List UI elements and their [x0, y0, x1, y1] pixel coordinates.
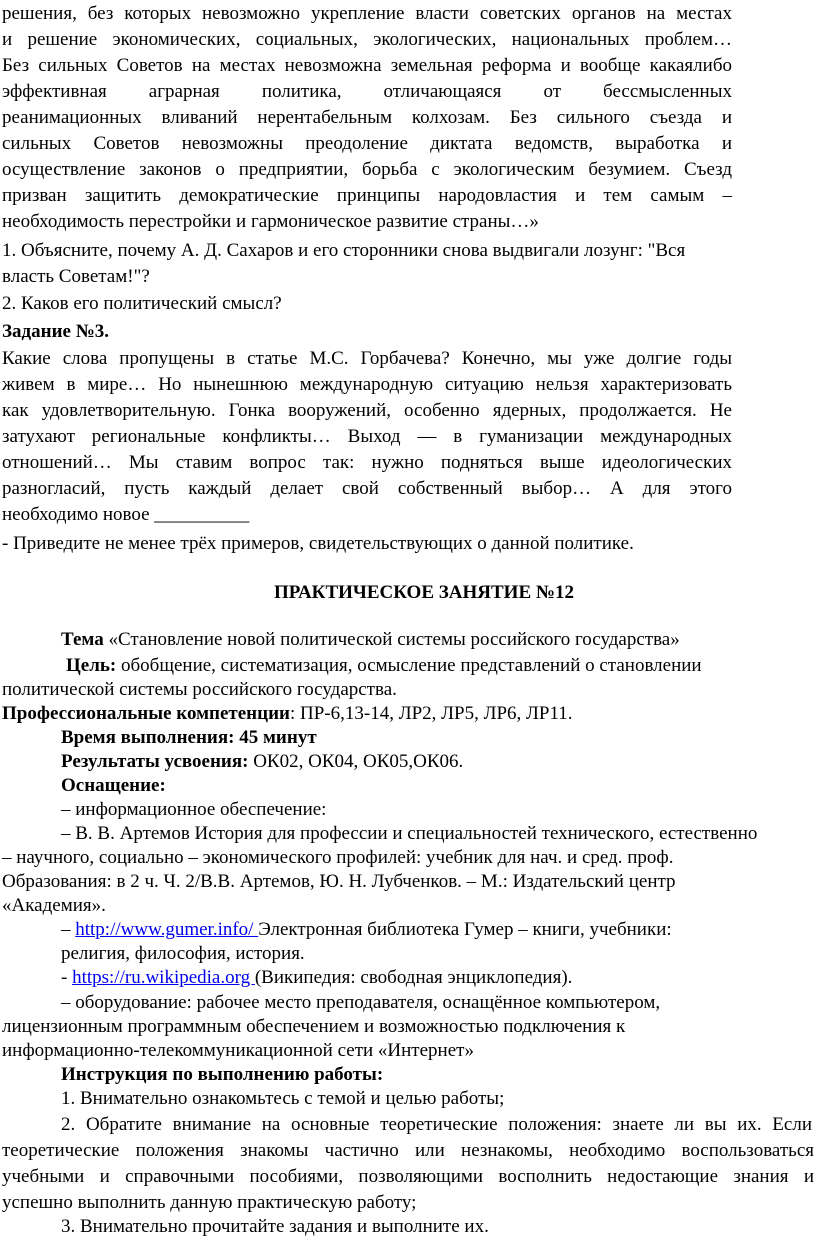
- competencies-text: : ПР-6,13-14, ЛР2, ЛР5, ЛР6, ЛР11.: [289, 703, 573, 724]
- wikipedia-description: (Википедия: свободная энциклопедия).: [254, 967, 573, 988]
- instruction-step-2: 2. Обратите внимание на основные теоретические положения: знаете ли вы их. Если: [61, 1114, 812, 1135]
- gumer-link[interactable]: http://www.gumer.info/: [75, 919, 259, 940]
- book-line: Образования: в 2 ч. Ч. 2/В.В. Артемов, Ю. Н. Лубченков. – М.: Издательский центр: [2, 871, 676, 892]
- practical-title: ПРАКТИЧЕСКОЕ ЗАНЯТИЕ №12: [274, 582, 574, 603]
- task3-instruction: - Приведите не менее трёх примеров, свидетельствующих о данной политике.: [2, 533, 634, 554]
- task3-line: как удовлетворительную. Гонка вооружений, особенно ядерных, продолжается. Не: [2, 400, 732, 421]
- intro-line: и решение экономических, социальных, экологических, национальных проблем…: [2, 29, 732, 50]
- instructions-heading: Инструкция по выполнению работы:: [61, 1064, 384, 1085]
- intro-line: эффективная аграрная политика, отличающаяся от бессмысленных: [2, 81, 732, 102]
- question-1-line: власть Советам!"?: [2, 266, 150, 287]
- task3-line: Какие слова пропущены в статье М.С. Горбачева? Конечно, мы уже долгие годы: [2, 348, 732, 369]
- intro-line: осуществление законов о предприятии, борьба с экологическим безумием. Съезд: [2, 159, 732, 180]
- goal-line-2: политической системы российского государства.: [2, 679, 397, 700]
- instruction-step-1: 1. Внимательно ознакомьтесь с темой и целью работы;: [61, 1088, 505, 1109]
- gumer-link-line: [61, 917, 672, 943]
- time-line: Время выполнения: 45 минут: [61, 727, 317, 748]
- competencies-line: [2, 701, 573, 727]
- wikipedia-link[interactable]: https://ru.wikipedia.org: [72, 967, 255, 988]
- task3-line: затухают региональные конфликты… Выход — в гуманизации международных: [2, 426, 732, 447]
- topic-line: [61, 627, 680, 653]
- intro-line: призван защитить демократические принципы народовластия и тем самым –: [2, 185, 732, 206]
- question-1-line: 1. Объясните, почему А. Д. Сахаров и его сторонники снова выдвигали лозунг: "Вся: [2, 240, 686, 261]
- topic-text: «Становление новой политической системы российского государства»: [103, 629, 680, 650]
- results-label: Результаты усвоения:: [61, 751, 249, 772]
- intro-line: реанимационных вливаний нерентабельным колхозам. Без сильного съезда и: [2, 107, 732, 128]
- instruction-step-2: учебными и справочными пособиями, позволяющими восполнить недостающие знания и: [2, 1166, 814, 1187]
- task3-line: живем в мире… Но нынешнюю международную ситуацию нельзя характеризовать: [2, 374, 732, 395]
- equipment-heading: Оснащение:: [61, 775, 166, 796]
- competencies-label: Профессиональные компетенции: [2, 703, 290, 724]
- book-line: «Академия».: [2, 895, 106, 916]
- instruction-step-3: 3. Внимательно прочитайте задания и выполните их.: [61, 1216, 489, 1237]
- intro-line: необходимость перестройки и гармоническое развитие страны…»: [2, 211, 539, 232]
- task3-heading: Задание №3.: [2, 321, 110, 342]
- gumer-description-2: религия, философия, история.: [61, 943, 305, 964]
- book-line: – научного, социально – экономического профилей: учебник для нач. и сред. проф.: [2, 847, 674, 868]
- question-2: 2. Каков его политический смысл?: [2, 293, 282, 314]
- hardware-line: – оборудование: рабочее место преподавателя, оснащённое компьютером,: [61, 992, 661, 1013]
- intro-line: Без сильных Советов на местах невозможна земельная реформа и вообще какаялибо: [2, 55, 732, 76]
- info-support-line: – информационное обеспечение:: [61, 799, 327, 820]
- topic-label: Тема: [61, 629, 104, 650]
- task3-line: отношений… Мы ставим вопрос так: нужно подняться выше идеологических: [2, 452, 732, 473]
- goal-label: Цель:: [66, 655, 117, 676]
- goal-line: [66, 653, 702, 679]
- goal-text: обобщение, систематизация, осмысление представлений о становлении: [116, 655, 702, 676]
- link1-prefix: –: [61, 919, 76, 940]
- link2-prefix: -: [61, 967, 73, 988]
- hardware-line: информационно-телекоммуникационной сети «Интернет»: [2, 1040, 474, 1061]
- gumer-description: Электронная библиотека Гумер – книги, учебники:: [258, 919, 672, 940]
- intro-line: сильных Советов невозможны преодоление диктата ведомств, выработка и: [2, 133, 732, 154]
- results-line: [61, 749, 463, 775]
- instruction-step-2: успешно выполнить данную практическую работу;: [2, 1192, 417, 1213]
- task3-line: необходимо новое __________: [2, 504, 250, 525]
- intro-line: решения, без которых невозможно укрепление власти советских органов на местах: [2, 3, 732, 24]
- task3-line: разногласий, пусть каждый делает свой собственный выбор… А для этого: [2, 478, 732, 499]
- hardware-line: лицензионным программным обеспечением и возможностью подключения к: [2, 1016, 626, 1037]
- book-line: – В. В. Артемов История для профессии и специальностей технического, естественно: [61, 823, 758, 844]
- results-text: ОК02, ОК04, ОК05,ОК06.: [248, 751, 464, 772]
- wikipedia-link-line: [61, 965, 572, 991]
- instruction-step-2: теоретические положения знакомы частично или незнакомы, необходимо воспользоваться: [2, 1140, 814, 1161]
